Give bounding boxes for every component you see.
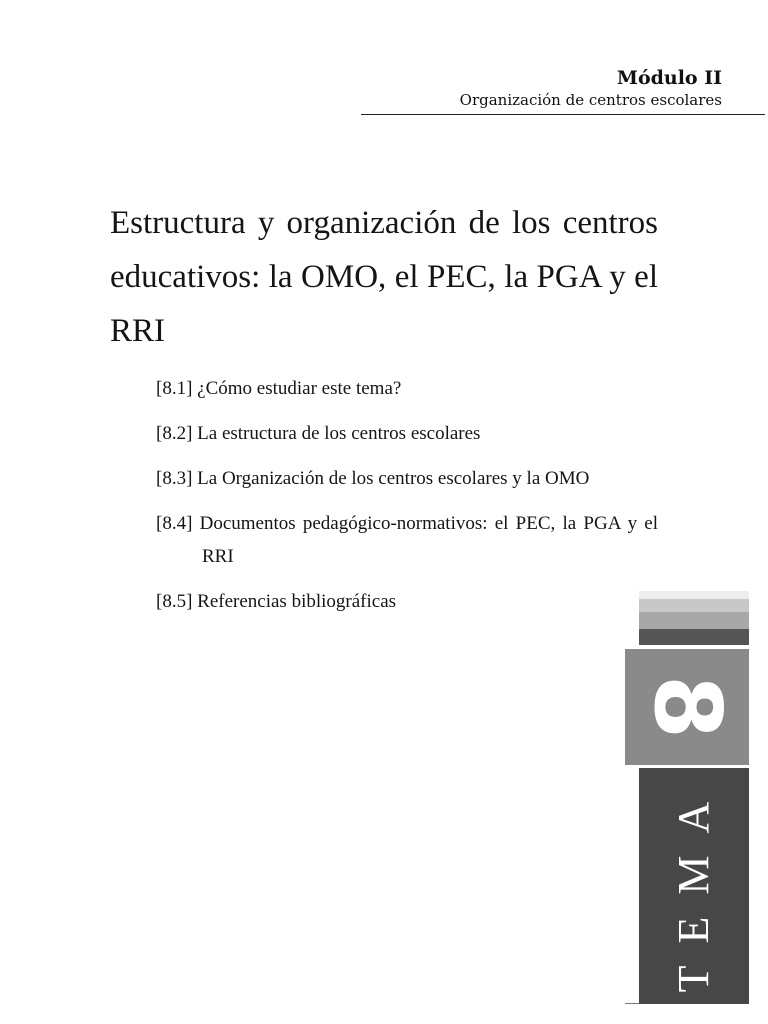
toc-item-8-4: [8.4] Documentos pedagógico-normativos: el PEC, la PGA y el RRI: [156, 513, 658, 567]
toc-item-8-2: [8.2] La estructura de los centros escolares: [156, 423, 481, 444]
tema-label: TEMA: [669, 779, 718, 993]
module-subtitle: Organización de centros escolares: [459, 91, 722, 109]
header-divider: [361, 114, 765, 115]
table-of-contents: [156, 372, 658, 630]
tab-stripe-2: [639, 599, 749, 612]
tema-tab: [639, 768, 749, 1004]
chapter-title: Estructura y organización de los centros educativos: la OMO, el PEC, la PGA y el RRI: [110, 205, 658, 349]
tab-stripe-3: [639, 612, 749, 629]
tab-baseline: [625, 1003, 639, 1004]
page-header: [460, 66, 722, 110]
chapter-number: 8: [633, 674, 741, 740]
toc-item-8-3: [8.3] La Organización de los centros escolares y la OMO: [156, 468, 590, 489]
module-title: Módulo II: [616, 67, 722, 89]
tab-stripe-4: [639, 629, 749, 645]
tab-stripe-1: [639, 591, 749, 599]
toc-item-8-1: [8.1] ¿Cómo estudiar este tema?: [156, 378, 402, 399]
chapter-number-tab: [625, 649, 749, 765]
toc-item-8-5: [8.5] Referencias bibliográficas: [156, 591, 397, 612]
